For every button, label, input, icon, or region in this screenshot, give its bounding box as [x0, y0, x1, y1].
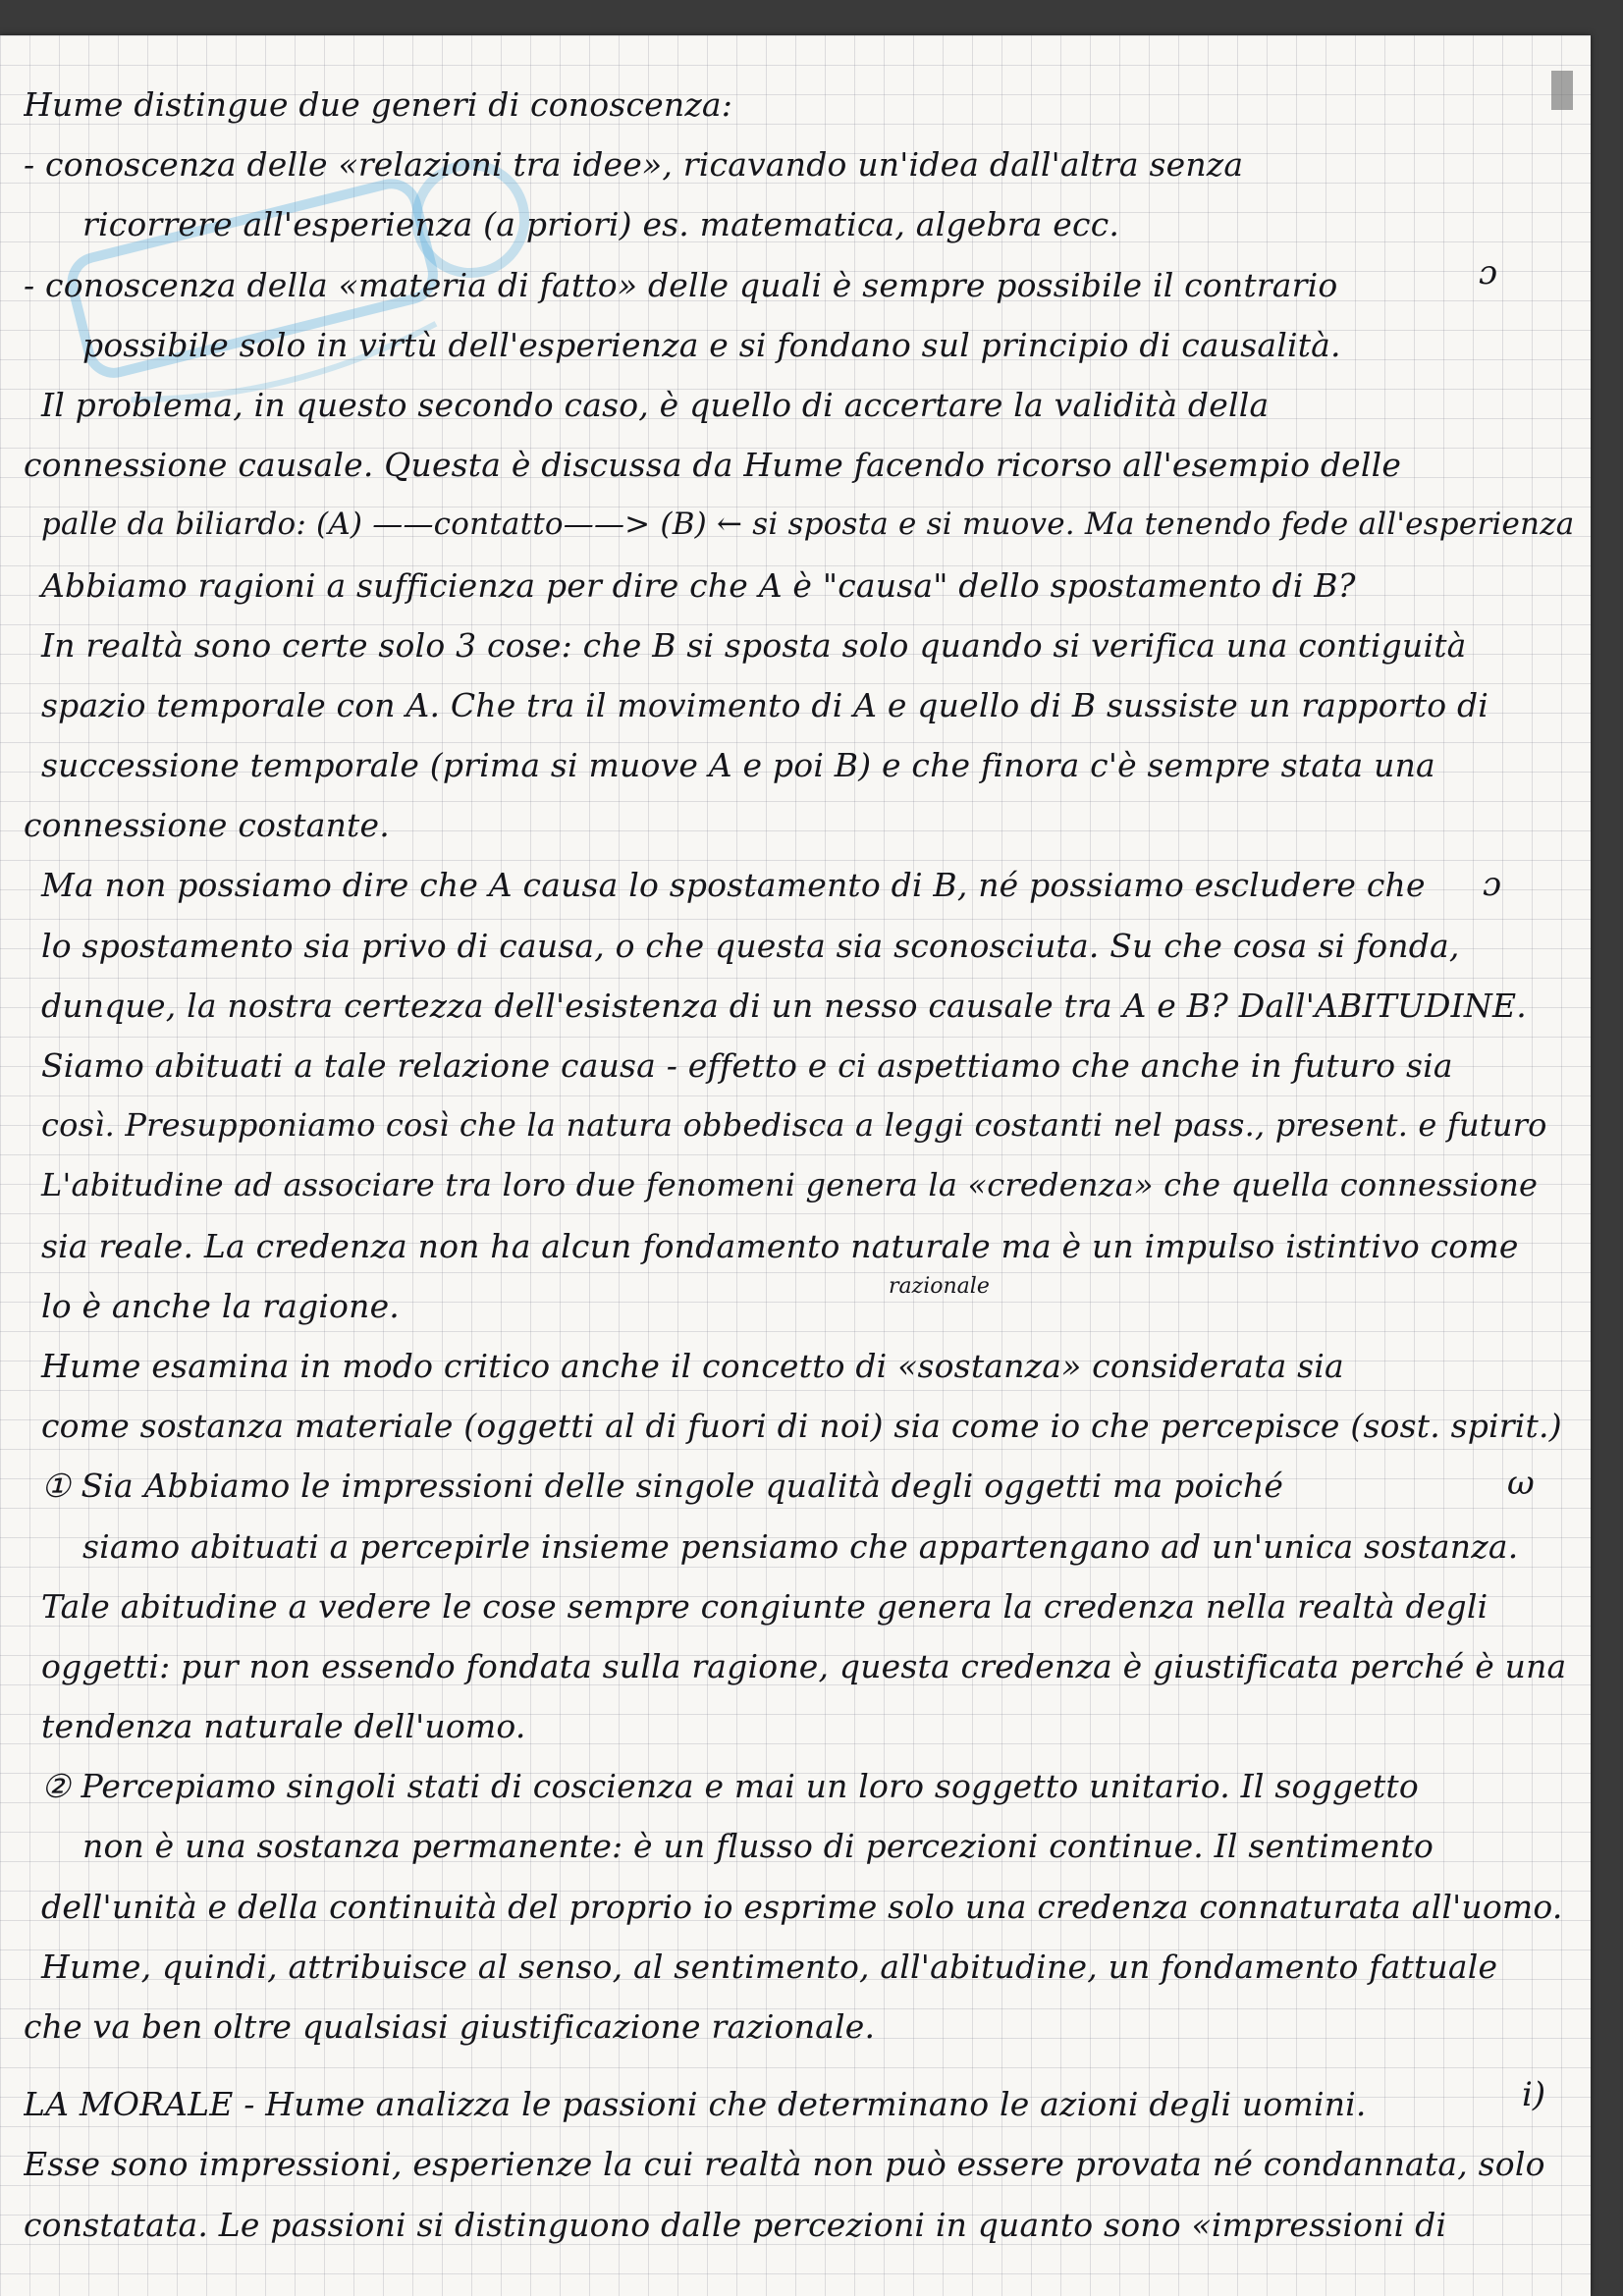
note-line: ② Percepiamo singoli stati di coscienza e mai un loro soggetto unitario. Il soggetto	[41, 1767, 1419, 1806]
note-line: spazio temporale con A. Che tra il movimento di A e quello di B sussiste un rapporto di	[41, 685, 1489, 724]
note-line: tendenza naturale dell'uomo.	[41, 1707, 526, 1746]
margin-mark: ɔ	[1479, 253, 1498, 293]
handwritten-notes	[24, 75, 1580, 2255]
note-line: successione temporale (prima si muove A e poi B) e che finora c'è sempre stata una	[41, 746, 1435, 785]
margin-mark: ω	[1507, 1464, 1535, 1503]
margin-mark: i)	[1522, 2075, 1546, 2114]
note-line: In realtà sono certe solo 3 cose: che B si sposta solo quando si verifica una contiguità	[41, 625, 1467, 665]
note-line: Abbiamo ragioni a sufficienza per dire che A è "causa" dello spostamento di B?	[41, 565, 1356, 605]
note-line: Ma non possiamo dire che A causa lo spostamento di B, né possiamo escludere che	[41, 866, 1426, 905]
note-line: Il problema, in questo secondo caso, è quello di accertare la validità della	[41, 385, 1270, 424]
section-heading-line: LA MORALE - Hume analizza le passioni che determinano le azioni degli uomini.	[24, 2085, 1367, 2124]
note-line: lo è anche la ragione.	[41, 1286, 400, 1325]
note-line: che va ben oltre qualsiasi giustificazione razionale.	[24, 2007, 876, 2046]
note-line: dell'unità e della continuità del proprio io esprime solo una credenza connaturata all'uomo.	[41, 1887, 1563, 1926]
note-line: connessione causale. Questa è discussa da Hume facendo ricorso all'esempio delle	[24, 446, 1402, 485]
note-line: dunque, la nostra certezza dell'esistenza di un nesso causale tra A e B? Dall'ABITUDINE.	[41, 986, 1527, 1025]
notebook-page	[0, 35, 1591, 2296]
note-line: ricorrere all'esperienza (a priori) es. matematica, algebra ecc.	[82, 205, 1120, 244]
note-line: non è una sostanza permanente: è un flusso di percezioni continue. Il sentimento	[82, 1827, 1434, 1866]
note-line: Tale abitudine a vedere le cose sempre congiunte genera la credenza nella realtà degli	[41, 1586, 1488, 1626]
note-line: - conoscenza della «materia di fatto» delle quali è sempre possibile il contrario	[24, 265, 1338, 304]
note-line: come sostanza materiale (oggetti al di fuori di noi) sia come io che percepisce (sost. spirit.)	[41, 1407, 1562, 1446]
note-line: oggetti: pur non essendo fondata sulla ragione, questa credenza è giustificata perché è una	[41, 1646, 1567, 1685]
note-line: lo spostamento sia privo di causa, o che questa sia sconosciuta. Su che cosa si fonda,	[41, 926, 1460, 965]
correction-note: razionale	[889, 1274, 990, 1299]
note-line: Hume, quindi, attribuisce al senso, al sentimento, all'abitudine, un fondamento fattuale	[41, 1947, 1498, 1986]
note-line: palle da biliardo: (A) ——contatto——> (B) ← si sposta e si muove. Ma tenendo fede all'esperienza	[41, 507, 1575, 543]
note-line: L'abitudine ad associare tra loro due fenomeni genera la «credenza» che quella connessione	[41, 1166, 1539, 1204]
note-line: - conoscenza delle «relazioni tra idee», ricavando un'idea dall'altra senza	[24, 145, 1244, 185]
note-line: possibile solo in virtù dell'esperienza e si fondano sul principio di causalità.	[82, 325, 1341, 364]
note-line: così. Presupponiamo così che la natura obbedisca a leggi costanti nel pass., present. e futuro	[41, 1106, 1547, 1145]
note-line: connessione costante.	[24, 806, 390, 845]
note-line: Hume distingue due generi di conoscenza:	[24, 85, 733, 124]
note-line: Siamo abituati a tale relazione causa - effetto e ci aspettiamo che anche in futuro sia	[41, 1046, 1453, 1085]
margin-mark: ɔ	[1483, 865, 1502, 904]
note-line: sia reale. La credenza non ha alcun fondamento naturale ma è un impulso istintivo come	[41, 1226, 1519, 1265]
note-line: ① Sia Abbiamo le impressioni delle singole qualità degli oggetti ma poiché	[41, 1467, 1284, 1506]
note-line: Esse sono impressioni, esperienze la cui realtà non può essere provata né condannata, solo	[24, 2145, 1545, 2184]
note-line: constatata. Le passioni si distinguono dalle percezioni in quanto sono «impressioni di	[24, 2205, 1447, 2244]
note-line: Hume esamina in modo critico anche il concetto di «sostanza» considerata sia	[41, 1346, 1344, 1385]
note-line: siamo abituati a percepirle insieme pensiamo che appartengano ad un'unica sostanza.	[82, 1526, 1519, 1566]
